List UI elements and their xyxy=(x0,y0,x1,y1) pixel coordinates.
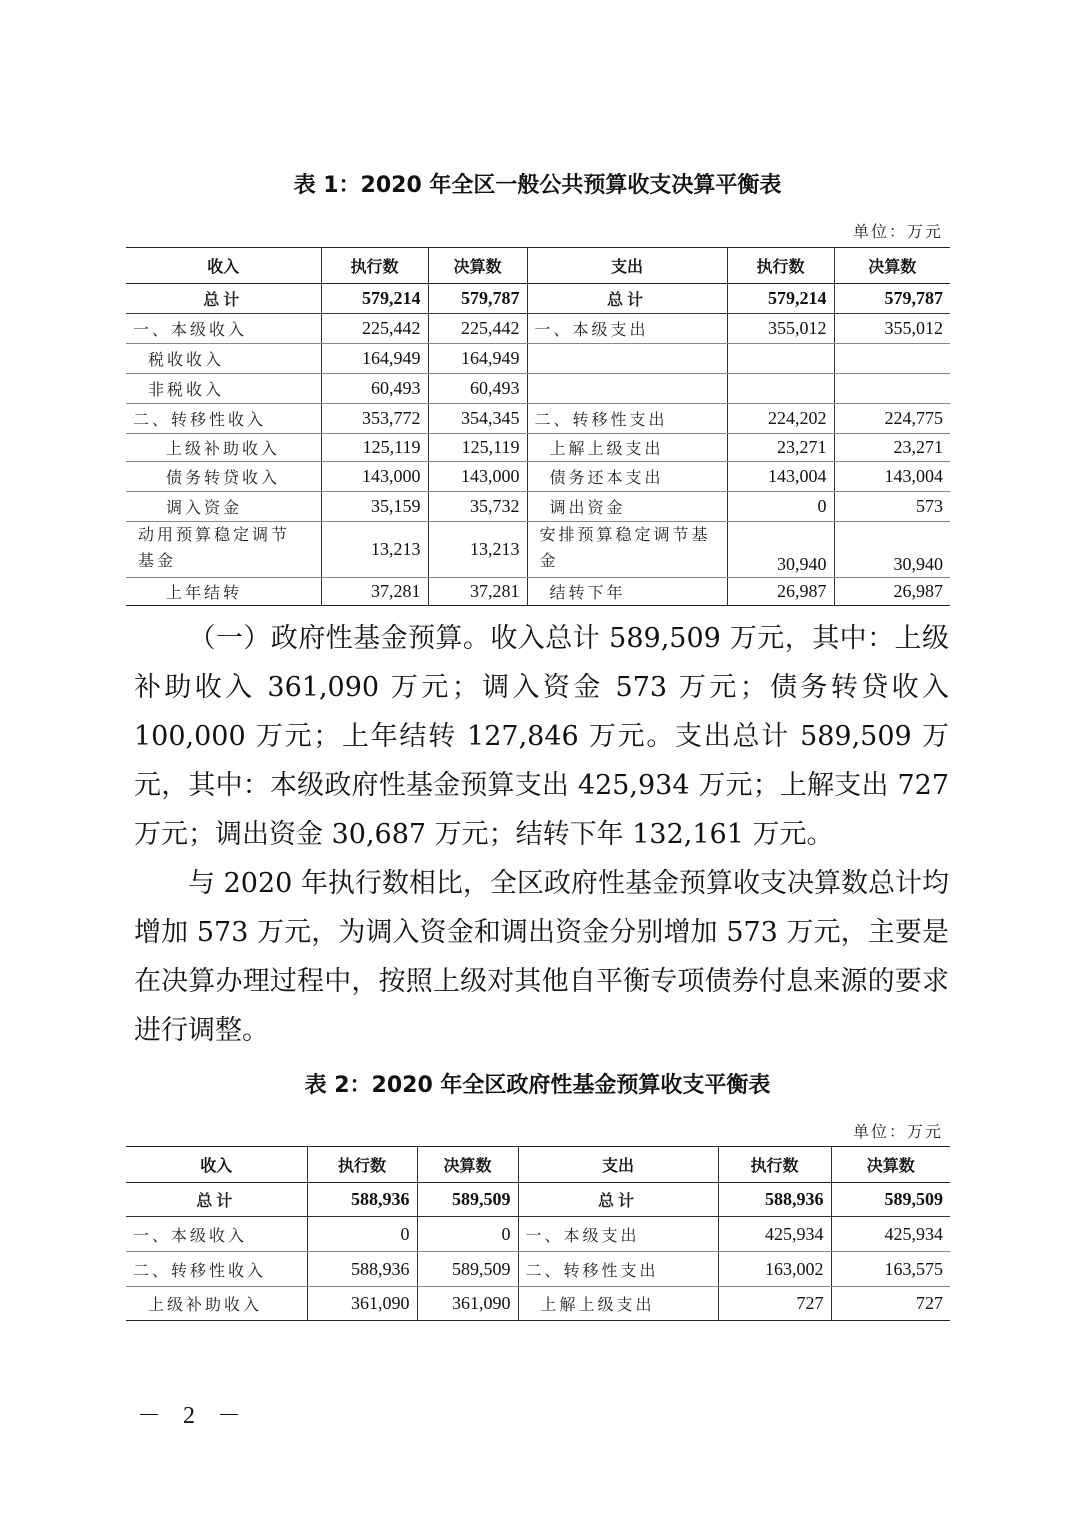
table2-header-row xyxy=(126,1147,950,1183)
table1-header-income-final: 决算数 xyxy=(428,248,527,284)
income-final: 35,732 xyxy=(428,492,527,522)
income-final: 361,090 xyxy=(417,1287,518,1321)
income-exec: 35,159 xyxy=(321,492,428,522)
expense-label: 调出资金 xyxy=(527,492,727,522)
expense-exec: 163,002 xyxy=(718,1252,831,1287)
income-label: 债务转贷收入 xyxy=(126,462,321,492)
income-label: 上年结转 xyxy=(126,578,321,606)
expense-label: 总计 xyxy=(527,284,727,314)
expense-final: 30,940 xyxy=(834,522,950,578)
income-exec: 143,000 xyxy=(321,462,428,492)
income-final: 164,949 xyxy=(428,344,527,374)
page-number: － 2 － xyxy=(137,1403,249,1429)
expense-final: 425,934 xyxy=(831,1217,950,1252)
expense-exec: 143,004 xyxy=(727,462,834,492)
income-exec: 353,772 xyxy=(321,404,428,434)
expense-label: 一、本级支出 xyxy=(527,314,727,344)
income-label: 动用预算稳定调节基金 xyxy=(126,522,321,578)
table2-total-row xyxy=(126,1183,950,1217)
table-row xyxy=(126,1252,950,1287)
expense-final: 727 xyxy=(831,1287,950,1321)
income-final: 225,442 xyxy=(428,314,527,344)
table2 xyxy=(126,1146,950,1321)
expense-exec: 588,936 xyxy=(718,1183,831,1217)
income-final: 60,493 xyxy=(428,374,527,404)
income-final: 125,119 xyxy=(428,434,527,462)
table2-header-expense: 支出 xyxy=(518,1147,718,1183)
expense-label: 债务还本支出 xyxy=(527,462,727,492)
expense-exec: 26,987 xyxy=(727,578,834,606)
income-label: 总计 xyxy=(126,284,321,314)
income-final: 0 xyxy=(417,1217,518,1252)
table-row xyxy=(126,404,950,434)
income-exec: 588,936 xyxy=(307,1183,417,1217)
income-label: 二、转移性收入 xyxy=(126,1252,307,1287)
expense-final: 589,509 xyxy=(831,1183,950,1217)
expense-label: 总计 xyxy=(518,1183,718,1217)
income-label: 调入资金 xyxy=(126,492,321,522)
table2-header-expense-final: 决算数 xyxy=(831,1147,950,1183)
expense-exec: 0 xyxy=(727,492,834,522)
expense-final: 23,271 xyxy=(834,434,950,462)
table-row xyxy=(126,462,950,492)
expense-exec: 224,202 xyxy=(727,404,834,434)
income-final: 143,000 xyxy=(428,462,527,492)
expense-label: 安排预算稳定调节基金 xyxy=(527,522,727,578)
expense-label: 上解上级支出 xyxy=(518,1287,718,1321)
expense-label: 一、本级支出 xyxy=(518,1217,718,1252)
income-exec: 37,281 xyxy=(321,578,428,606)
expense-final: 355,012 xyxy=(834,314,950,344)
table2-header-income: 收入 xyxy=(126,1147,307,1183)
expense-label: 二、转移性支出 xyxy=(518,1252,718,1287)
income-exec: 164,949 xyxy=(321,344,428,374)
expense-exec: 355,012 xyxy=(727,314,834,344)
paragraph-comparison xyxy=(134,859,949,1055)
table1-header-income-exec: 执行数 xyxy=(321,248,428,284)
income-final: 37,281 xyxy=(428,578,527,606)
table-row xyxy=(126,314,950,344)
table1-header-expense-final: 决算数 xyxy=(834,248,950,284)
expense-label: 结转下年 xyxy=(527,578,727,606)
expense-exec xyxy=(727,374,834,404)
income-final: 579,787 xyxy=(428,284,527,314)
income-label: 一、本级收入 xyxy=(126,1217,307,1252)
expense-exec: 579,214 xyxy=(727,284,834,314)
income-final: 13,213 xyxy=(428,522,527,578)
expense-exec: 727 xyxy=(718,1287,831,1321)
expense-final xyxy=(834,344,950,374)
income-exec: 225,442 xyxy=(321,314,428,344)
table-row xyxy=(126,1217,950,1252)
table1 xyxy=(126,247,950,606)
table-row xyxy=(126,522,950,578)
expense-exec: 23,271 xyxy=(727,434,834,462)
table1-title: 表 1：2020 年全区一般公共预算收支决算平衡表 xyxy=(293,173,782,198)
expense-final: 224,775 xyxy=(834,404,950,434)
income-label: 上级补助收入 xyxy=(126,434,321,462)
expense-exec xyxy=(727,344,834,374)
table1-header-expense-exec: 执行数 xyxy=(727,248,834,284)
paragraph-fund-budget xyxy=(134,614,949,859)
table1-header-income: 收入 xyxy=(126,248,321,284)
income-label: 一、本级收入 xyxy=(126,314,321,344)
table-row xyxy=(126,434,950,462)
table2-header-expense-exec: 执行数 xyxy=(718,1147,831,1183)
table-row xyxy=(126,492,950,522)
income-exec: 361,090 xyxy=(307,1287,417,1321)
income-exec: 13,213 xyxy=(321,522,428,578)
paragraph-text: 与 2020 年执行数相比，全区政府性基金预算收支决算数总计均增加 573 万元，为调入资金和调出资金分别增加 573 万元，主要是在决算办理过程中，按照上级对其他自平衡专项债券付息来源的要求进行调整。 xyxy=(134,868,949,1046)
expense-final xyxy=(834,374,950,404)
income-label: 上级补助收入 xyxy=(126,1287,307,1321)
income-label: 总计 xyxy=(126,1183,307,1217)
table-row xyxy=(126,374,950,404)
income-label: 二、转移性收入 xyxy=(126,404,321,434)
income-label: 税收收入 xyxy=(126,344,321,374)
income-exec: 0 xyxy=(307,1217,417,1252)
expense-final: 26,987 xyxy=(834,578,950,606)
expense-final: 143,004 xyxy=(834,462,950,492)
expense-label: 二、转移性支出 xyxy=(527,404,727,434)
income-final: 354,345 xyxy=(428,404,527,434)
expense-exec: 30,940 xyxy=(727,522,834,578)
income-exec: 60,493 xyxy=(321,374,428,404)
table2-unit: 单位：万元 xyxy=(852,1122,943,1141)
income-exec: 588,936 xyxy=(307,1252,417,1287)
table1-header-expense: 支出 xyxy=(527,248,727,284)
expense-final: 579,787 xyxy=(834,284,950,314)
income-exec: 579,214 xyxy=(321,284,428,314)
expense-final: 573 xyxy=(834,492,950,522)
table2-header-income-exec: 执行数 xyxy=(307,1147,417,1183)
table-row xyxy=(126,1287,950,1321)
table2-header-income-final: 决算数 xyxy=(417,1147,518,1183)
expense-final: 163,575 xyxy=(831,1252,950,1287)
table1-unit: 单位：万元 xyxy=(852,222,943,241)
paragraph-text: （一）政府性基金预算。收入总计 589,509 万元，其中：上级补助收入 361,090 万元；调入资金 573 万元；债务转贷收入 100,000 万元；上年结转 127,846 万元。支出总计 589,509 万元，其中：本级政府性基金预算支出 425,934 万元；上解支出 727 万元；调出资金 30,687 万元；结转下年 132,161 万元。 xyxy=(134,623,949,850)
expense-exec: 425,934 xyxy=(718,1217,831,1252)
expense-label: 上解上级支出 xyxy=(527,434,727,462)
expense-label xyxy=(527,344,727,374)
table-row xyxy=(126,578,950,606)
table1-total-row xyxy=(126,284,950,314)
income-final: 589,509 xyxy=(417,1183,518,1217)
table1-header-row xyxy=(126,248,950,284)
table2-title: 表 2：2020 年全区政府性基金预算收支平衡表 xyxy=(304,1073,771,1098)
income-final: 589,509 xyxy=(417,1252,518,1287)
expense-label xyxy=(527,374,727,404)
income-exec: 125,119 xyxy=(321,434,428,462)
income-label: 非税收入 xyxy=(126,374,321,404)
table-row xyxy=(126,344,950,374)
